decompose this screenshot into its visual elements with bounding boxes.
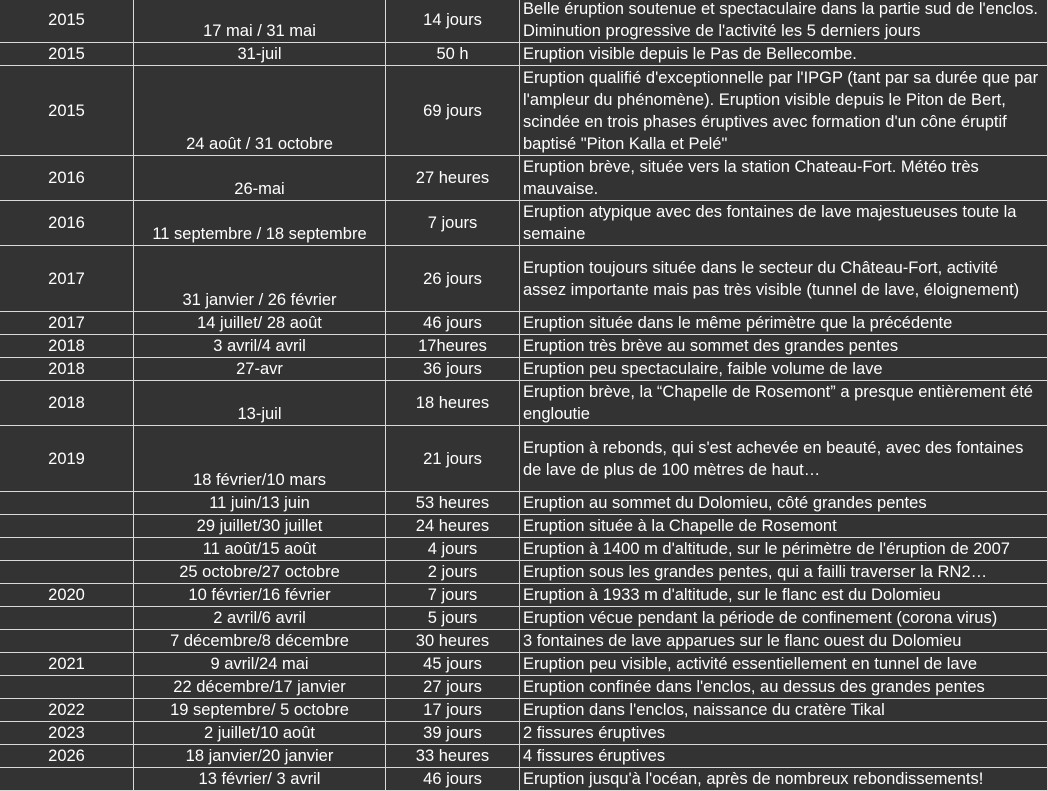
table-row — [0, 538, 1048, 561]
description-line: Eruption confinée dans l'enclos, au dessus des grandes pentes — [523, 678, 985, 696]
dates-cell: 27-avr — [134, 358, 386, 381]
duration-cell: 69 jours — [386, 66, 520, 156]
table-row — [0, 43, 1048, 66]
description-line: Eruption brève, la “Chapelle de Rosemont” a presque entièrement été — [523, 383, 1033, 401]
description-cell — [520, 676, 1048, 699]
duration-cell: 4 jours — [386, 538, 520, 561]
description-cell — [520, 630, 1048, 653]
duration-cell: 18 heures — [386, 381, 520, 426]
year-cell: 2022 — [0, 699, 134, 722]
description-cell — [520, 492, 1048, 515]
duration-cell: 46 jours — [386, 768, 520, 791]
dates-cell: 7 décembre/8 décembre — [134, 630, 386, 653]
year-cell: 2015 — [0, 0, 134, 43]
description-line: 4 fissures éruptives — [523, 747, 666, 765]
dates-cell: 11 août/15 août — [134, 538, 386, 561]
table-row — [0, 768, 1048, 791]
duration-cell: 24 heures — [386, 515, 520, 538]
table-row — [0, 722, 1048, 745]
description-cell — [520, 381, 1048, 426]
year-cell: 2015 — [0, 43, 134, 66]
description-line: Eruption à 1933 m d'altitude, sur le flanc est du Dolomieu — [523, 586, 941, 604]
description-line: Eruption vécue pendant la période de confinement (corona virus) — [523, 609, 998, 627]
table-row — [0, 66, 1048, 156]
description-cell — [520, 768, 1048, 791]
dates-cell: 13 février/ 3 avril — [134, 768, 386, 791]
description-cell — [520, 312, 1048, 335]
description-line: 3 fontaines de lave apparues sur le flanc ouest du Dolomieu — [523, 632, 962, 650]
table-row — [0, 515, 1048, 538]
description-cell — [520, 66, 1048, 156]
description-cell — [520, 561, 1048, 584]
dates-cell: 31 janvier / 26 février — [134, 246, 386, 312]
year-cell: 2026 — [0, 745, 134, 768]
year-cell — [0, 630, 134, 653]
duration-cell: 46 jours — [386, 312, 520, 335]
dates-cell: 19 septembre/ 5 octobre — [134, 699, 386, 722]
description-cell — [520, 358, 1048, 381]
description-line: de lave de plus de 100 mètres de haut… — [523, 460, 821, 479]
description-cell — [520, 653, 1048, 676]
description-cell — [520, 515, 1048, 538]
duration-cell: 27 jours — [386, 676, 520, 699]
description-line: engloutie — [523, 405, 590, 423]
dates-cell: 2 avril/6 avril — [134, 607, 386, 630]
table-row — [0, 201, 1048, 246]
dates-cell: 22 décembre/17 janvier — [134, 676, 386, 699]
dates-cell: 9 avril/24 mai — [134, 653, 386, 676]
table-row — [0, 381, 1048, 426]
dates-cell: 24 août / 31 octobre — [134, 66, 386, 156]
description-cell — [520, 246, 1048, 312]
table-row — [0, 156, 1048, 201]
description-line: Eruption très brève au sommet des grandes pentes — [523, 337, 899, 355]
description-cell — [520, 0, 1048, 43]
duration-cell: 14 jours — [386, 0, 520, 43]
duration-cell: 53 heures — [386, 492, 520, 515]
description-cell — [520, 699, 1048, 722]
description-line: semaine — [523, 225, 586, 243]
duration-cell: 7 jours — [386, 584, 520, 607]
duration-cell: 21 jours — [386, 426, 520, 492]
dates-cell: 18 février/10 mars — [134, 426, 386, 492]
description-line: Belle éruption soutenue et spectaculaire dans la partie sud de l'enclos. — [523, 0, 1038, 18]
description-line: 2 fissures éruptives — [523, 724, 666, 742]
description-line: Eruption jusqu'à l'océan, après de nombreux rebondissements! — [523, 770, 984, 788]
description-cell — [520, 538, 1048, 561]
dates-cell: 11 juin/13 juin — [134, 492, 386, 515]
description-line: Eruption à rebonds, qui s'est achevée en beauté, avec des fontaines — [523, 438, 1024, 457]
duration-cell: 17heures — [386, 335, 520, 358]
year-cell — [0, 515, 134, 538]
dates-cell: 11 septembre / 18 septembre — [134, 201, 386, 246]
description-line: Eruption visible depuis le Pas de Bellecombe. — [523, 45, 857, 63]
table-row — [0, 426, 1048, 492]
dates-cell: 31-juil — [134, 43, 386, 66]
duration-cell: 39 jours — [386, 722, 520, 745]
table-row — [0, 0, 1048, 43]
table-row — [0, 676, 1048, 699]
description-cell — [520, 607, 1048, 630]
description-cell — [520, 201, 1048, 246]
table-row — [0, 745, 1048, 768]
description-line: Eruption située dans le même périmètre que la précédente — [523, 314, 953, 332]
description-line: Eruption brève, située vers la station Chateau-Fort. Météo très — [523, 158, 979, 176]
description-line: Eruption peu visible, activité essentiellement en tunnel de lave — [523, 655, 978, 673]
description-line: Eruption au sommet du Dolomieu, côté grandes pentes — [523, 494, 927, 512]
duration-cell: 30 heures — [386, 630, 520, 653]
table-row — [0, 584, 1048, 607]
dates-cell: 14 juillet/ 28 août — [134, 312, 386, 335]
year-cell — [0, 607, 134, 630]
table-row — [0, 335, 1048, 358]
table-row — [0, 358, 1048, 381]
description-line: mauvaise. — [523, 180, 599, 198]
table-row — [0, 561, 1048, 584]
dates-cell: 10 février/16 février — [134, 584, 386, 607]
description-cell — [520, 43, 1048, 66]
description-line: baptisé "Piton Kalla et Pelé" — [523, 134, 728, 153]
duration-cell: 26 jours — [386, 246, 520, 312]
year-cell: 2018 — [0, 381, 134, 426]
duration-cell: 36 jours — [386, 358, 520, 381]
year-cell: 2023 — [0, 722, 134, 745]
table-row — [0, 653, 1048, 676]
dates-cell: 29 juillet/30 juillet — [134, 515, 386, 538]
table-row — [0, 607, 1048, 630]
description-line: Eruption toujours située dans le secteur du Château-Fort, activité — [523, 258, 999, 277]
description-line: Eruption située à la Chapelle de Rosemont — [523, 517, 837, 535]
description-cell — [520, 745, 1048, 768]
description-cell — [520, 426, 1048, 492]
table-row — [0, 492, 1048, 515]
year-cell — [0, 676, 134, 699]
description-line: Eruption à 1400 m d'altitude, sur le périmètre de l'éruption de 2007 — [523, 540, 1010, 558]
dates-cell: 13-juil — [134, 381, 386, 426]
year-cell — [0, 492, 134, 515]
year-cell: 2015 — [0, 66, 134, 156]
year-cell: 2019 — [0, 426, 134, 492]
duration-cell: 50 h — [386, 43, 520, 66]
duration-cell: 33 heures — [386, 745, 520, 768]
description-line: Eruption sous les grandes pentes, qui a failli traverser la RN2… — [523, 563, 988, 581]
description-cell — [520, 584, 1048, 607]
dates-cell: 2 juillet/10 août — [134, 722, 386, 745]
year-cell — [0, 768, 134, 791]
dates-cell: 25 octobre/27 octobre — [134, 561, 386, 584]
description-cell — [520, 722, 1048, 745]
description-line: l'ampleur du phénomène). Eruption visible depuis le Piton de Bert, — [523, 90, 1006, 109]
table-row — [0, 699, 1048, 722]
duration-cell: 2 jours — [386, 561, 520, 584]
description-line: Eruption qualifié d'exceptionnelle par l'IPGP (tant par sa durée que par — [523, 68, 1039, 87]
dates-cell: 3 avril/4 avril — [134, 335, 386, 358]
year-cell: 2017 — [0, 312, 134, 335]
year-cell — [0, 561, 134, 584]
duration-cell: 5 jours — [386, 607, 520, 630]
year-cell — [0, 538, 134, 561]
duration-cell: 45 jours — [386, 653, 520, 676]
year-cell: 2016 — [0, 156, 134, 201]
table-row — [0, 630, 1048, 653]
description-cell — [520, 156, 1048, 201]
description-line: Eruption peu spectaculaire, faible volume de lave — [523, 360, 883, 378]
description-line: assez importante mais pas très visible (tunnel de lave, éloignement) — [523, 280, 1020, 299]
duration-cell: 27 heures — [386, 156, 520, 201]
year-cell: 2017 — [0, 246, 134, 312]
year-cell: 2016 — [0, 201, 134, 246]
duration-cell: 7 jours — [386, 201, 520, 246]
dates-cell: 17 mai / 31 mai — [134, 0, 386, 43]
year-cell: 2021 — [0, 653, 134, 676]
table-row — [0, 312, 1048, 335]
description-line: Eruption atypique avec des fontaines de lave majestueuses toute la — [523, 203, 1017, 221]
year-cell: 2020 — [0, 584, 134, 607]
dates-cell: 18 janvier/20 janvier — [134, 745, 386, 768]
description-cell — [520, 335, 1048, 358]
year-cell: 2018 — [0, 358, 134, 381]
description-line: Diminution progressive de l'activité les 5 derniers jours — [523, 22, 921, 40]
description-line: Eruption dans l'enclos, naissance du cratère Tikal — [523, 701, 885, 719]
dates-cell: 26-mai — [134, 156, 386, 201]
description-line: scindée en trois phases éruptives avec formation d'un cône éruptif — [523, 112, 1007, 131]
duration-cell: 17 jours — [386, 699, 520, 722]
table-row — [0, 246, 1048, 312]
year-cell: 2018 — [0, 335, 134, 358]
